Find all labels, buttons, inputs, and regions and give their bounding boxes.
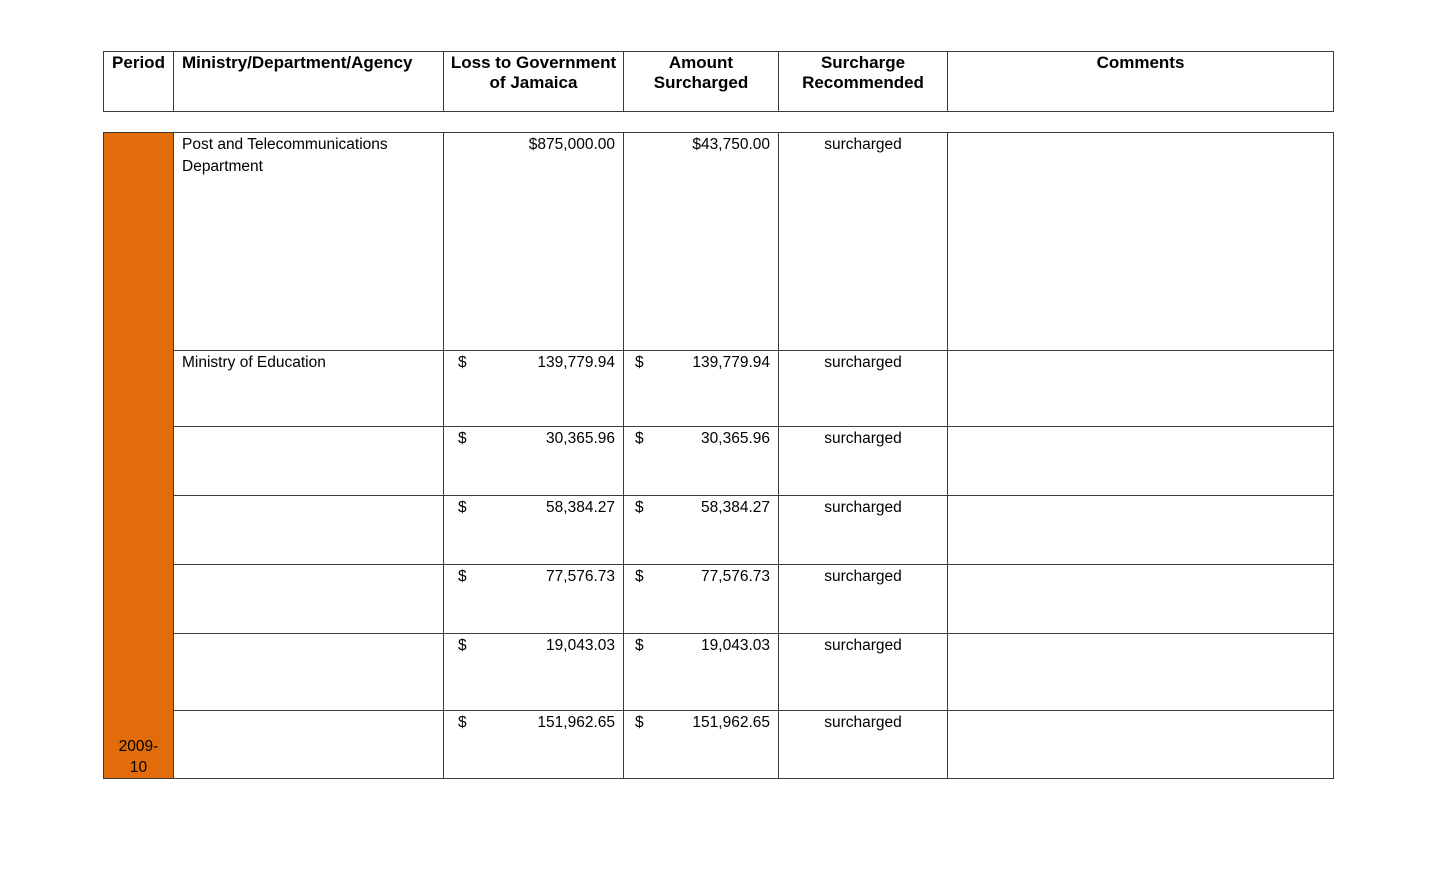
loss-value: 139,779.94 xyxy=(537,354,615,371)
recommended-cell: surcharged xyxy=(779,133,948,351)
loss-cell xyxy=(444,427,624,496)
amount-cell xyxy=(624,427,779,496)
currency-symbol: $ xyxy=(458,568,467,585)
table-row xyxy=(104,133,1334,351)
currency-symbol: $ xyxy=(635,354,644,371)
amount-value: 151,962.65 xyxy=(692,714,770,731)
header-comments: Comments xyxy=(948,52,1334,112)
table-row xyxy=(104,427,1334,496)
recommended-cell: surcharged xyxy=(779,565,948,634)
table-row xyxy=(104,711,1334,779)
amount-cell xyxy=(624,711,779,779)
recommended-cell: surcharged xyxy=(779,351,948,427)
currency-symbol: $ xyxy=(458,714,467,731)
table-row xyxy=(104,565,1334,634)
amount-cell xyxy=(624,565,779,634)
currency-symbol: $ xyxy=(635,714,644,731)
comments-cell xyxy=(948,427,1334,496)
amount-cell xyxy=(624,634,779,711)
currency-symbol: $ xyxy=(635,430,644,447)
loss-value: $875,000.00 xyxy=(528,136,615,153)
header-agency: Ministry/Department/Agency xyxy=(174,52,444,112)
currency-symbol: $ xyxy=(458,499,467,516)
amount-value: 58,384.27 xyxy=(701,499,770,516)
period-cell xyxy=(104,133,174,779)
agency-cell xyxy=(174,427,444,496)
currency-symbol: $ xyxy=(458,430,467,447)
recommended-cell: surcharged xyxy=(779,427,948,496)
amount-value: 77,576.73 xyxy=(701,568,770,585)
comments-cell xyxy=(948,496,1334,565)
loss-cell xyxy=(444,634,624,711)
loss-value: 77,576.73 xyxy=(546,568,615,585)
currency-symbol: $ xyxy=(635,499,644,516)
header-period: Period xyxy=(104,52,174,112)
loss-cell xyxy=(444,711,624,779)
header-table xyxy=(103,51,1334,112)
recommended-cell: surcharged xyxy=(779,634,948,711)
table-row xyxy=(104,351,1334,427)
amount-value: 139,779.94 xyxy=(692,354,770,371)
table-row xyxy=(104,634,1334,711)
amount-value: 19,043.03 xyxy=(701,637,770,654)
amount-value: $43,750.00 xyxy=(692,136,770,153)
agency-cell xyxy=(174,496,444,565)
loss-value: 30,365.96 xyxy=(546,430,615,447)
header-amount: Amount Surcharged xyxy=(624,52,779,112)
agency-cell xyxy=(174,711,444,779)
loss-cell xyxy=(444,565,624,634)
header-loss: Loss to Government of Jamaica xyxy=(444,52,624,112)
loss-value: 19,043.03 xyxy=(546,637,615,654)
agency-cell xyxy=(174,634,444,711)
loss-cell xyxy=(444,496,624,565)
surcharge-table xyxy=(103,132,1334,779)
comments-cell xyxy=(948,634,1334,711)
currency-symbol: $ xyxy=(458,354,467,371)
loss-value: 58,384.27 xyxy=(546,499,615,516)
header-recommended: Surcharge Recommended xyxy=(779,52,948,112)
loss-cell xyxy=(444,133,624,351)
currency-symbol: $ xyxy=(635,637,644,654)
amount-cell xyxy=(624,133,779,351)
amount-cell xyxy=(624,351,779,427)
comments-cell xyxy=(948,133,1334,351)
loss-cell xyxy=(444,351,624,427)
amount-cell xyxy=(624,496,779,565)
loss-value: 151,962.65 xyxy=(537,714,615,731)
currency-symbol: $ xyxy=(458,637,467,654)
comments-cell xyxy=(948,711,1334,779)
agency-cell xyxy=(174,565,444,634)
currency-symbol: $ xyxy=(635,568,644,585)
recommended-cell: surcharged xyxy=(779,711,948,779)
comments-cell xyxy=(948,351,1334,427)
agency-cell: Ministry of Education xyxy=(174,351,444,427)
period-label: 2009-10 xyxy=(118,738,159,776)
amount-value: 30,365.96 xyxy=(701,430,770,447)
table-row xyxy=(104,496,1334,565)
comments-cell xyxy=(948,565,1334,634)
agency-cell: Post and Telecommunications Department xyxy=(174,133,444,351)
recommended-cell: surcharged xyxy=(779,496,948,565)
header-row xyxy=(104,52,1334,112)
